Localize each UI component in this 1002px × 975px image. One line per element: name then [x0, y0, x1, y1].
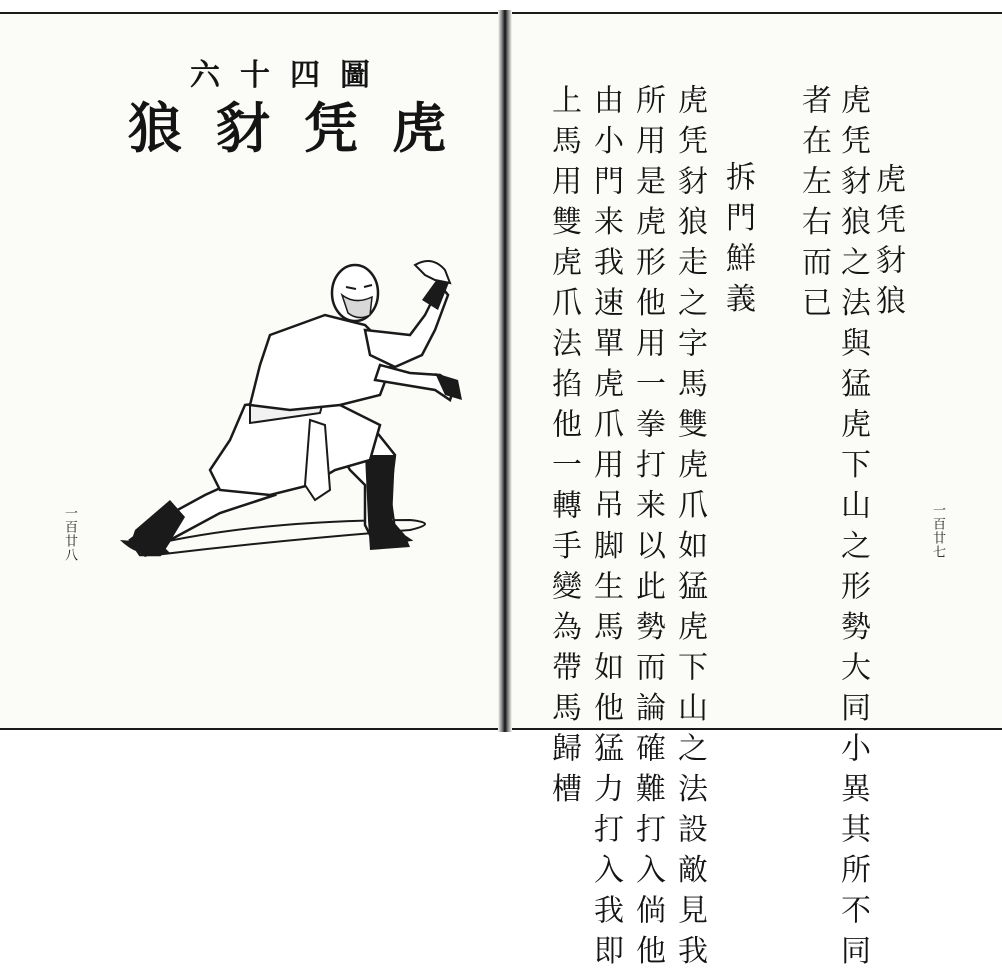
paragraph-1-line-2: 者在左右而已	[796, 84, 831, 327]
paragraph-1-line-1: 虎凭豺狼之法與猛虎下山之形勢大同小異其所不同	[835, 84, 870, 975]
section-heading: 虎凭豺狼	[870, 163, 905, 325]
figure-number: 圖四十六	[190, 58, 390, 93]
page-number-left: 一百廿八	[62, 506, 77, 562]
right-page	[509, 14, 1002, 728]
paragraph-2-line-3: 由小門来我速單虎爪用吊脚生馬如他猛力打入我即	[588, 84, 623, 975]
page-number-right: 一百廿七	[930, 503, 945, 559]
paragraph-2-line-2: 所用是虎形他用一拳打来以此勢而論確難打入倘他	[630, 84, 665, 975]
figure-title: 虎凭豺狼	[128, 96, 480, 160]
subheading: 拆門鮮義	[720, 161, 755, 323]
paragraph-2-line-1: 虎凭豺狼走之字馬雙虎爪如猛虎下山之法設敵見我	[672, 84, 707, 975]
paragraph-2-line-4: 上馬用雙虎爪法掐他一轉手變為帶馬歸槽	[546, 84, 581, 813]
book-spine	[498, 10, 512, 732]
martial-arts-figure-illustration	[110, 255, 470, 570]
